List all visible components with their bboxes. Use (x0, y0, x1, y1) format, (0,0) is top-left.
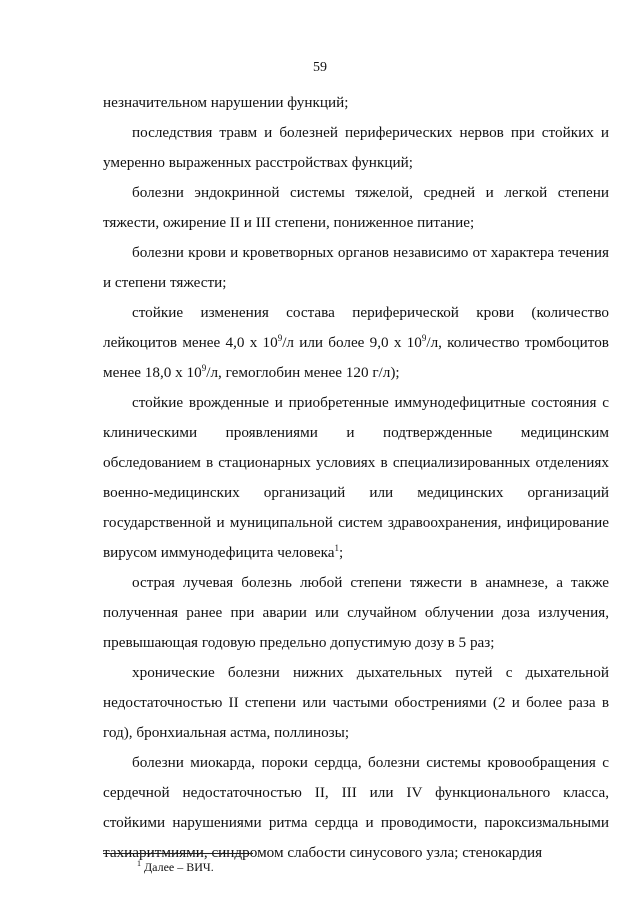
superscript: 9 (201, 362, 207, 373)
paragraph-cardiac: болезни миокарда, пороки сердца, болезни системы кровообращения с сердечной недостаточностью II, III или IV функционального класса, стойкими нарушениями ритма сердца и проводимости, пароксизмальными тахиаритмиями, синдромом слабости синусового узла; стенокардия (103, 754, 609, 861)
footnote-text: Далее – ВИЧ. (141, 860, 214, 874)
page-number: 59 (313, 60, 327, 75)
paragraph-blood-composition (103, 298, 609, 388)
paragraph-immunodeficiency (103, 388, 609, 568)
paragraph-continuation: незначительном нарушении функций; (103, 94, 349, 111)
text-fragment: стойкие врожденные и приобретенные иммунодефицитные состояния с клиническими проявлениями и подтвержденные медицинским обследованием в стационарных условиях в специализированных отделениях военно-медицинских организаций или медицинских организаций государственной и муниципальной систем здравоохранения, инфицирование вирусом иммунодефицита человека (103, 394, 609, 561)
footnote-divider (103, 853, 253, 854)
text-fragment: ; (338, 544, 344, 561)
text-fragment: /л, количество тромбоцитов менее 18,0 х 10 (103, 334, 609, 381)
text-fragment: /л или более 9,0 х 10 (282, 334, 422, 351)
paragraph-radiation: острая лучевая болезнь любой степени тяжести в анамнезе, а также полученная ранее при аварии или случайном облучении доза излучения, превышающая годовую предельно допустимую дозу в 5 раз; (103, 574, 609, 651)
footnote-marker: 1 (137, 859, 141, 868)
text-fragment: /л, гемоглобин менее 120 г/л); (206, 364, 400, 381)
superscript: 9 (277, 332, 283, 343)
superscript: 9 (421, 332, 427, 343)
paragraph-peripheral-nerves: последствия травм и болезней периферических нервов при стойких и умеренно выраженных расстройствах функций; (103, 124, 609, 171)
text-fragment: стойкие изменения состава периферической крови (количество лейкоцитов менее 4,0 х 10 (103, 304, 609, 351)
footnote-reference: 1 (334, 542, 339, 553)
footnote (137, 860, 214, 874)
paragraph-endocrine: болезни эндокринной системы тяжелой, средней и легкой степени тяжести, ожирение II и III степени, пониженное питание; (103, 184, 609, 231)
paragraph-respiratory: хронические болезни нижних дыхательных путей с дыхательной недостаточностью II степени или частыми обострениями (2 и более раза в год), бронхиальная астма, поллинозы; (103, 664, 609, 741)
paragraph-blood-diseases: болезни крови и кроветворных органов независимо от характера течения и степени тяжести; (103, 244, 609, 291)
